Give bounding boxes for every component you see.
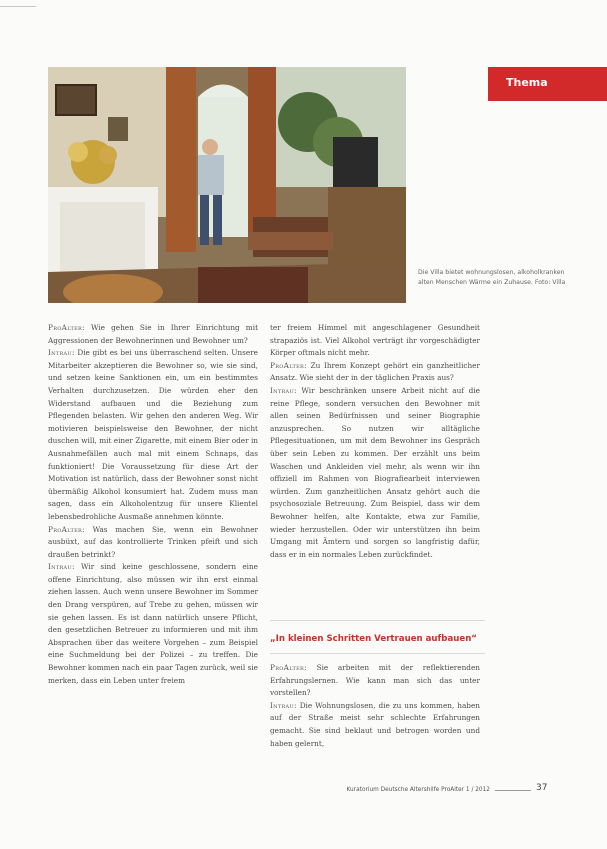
pull-quote: „In kleinen Schritten Vertrauen aufbauen“ [270, 634, 477, 644]
paragraph: Intrau: Die gibt es bei uns überraschend selten. Unsere Mitarbeiter akzeptieren die Bewohner so, wie sie sind, und setzen keine Sanktionen ein, um ein bestimmtes Verhalten durchzusetzen. Die würden eher den Widerstand aufbauen und die Beziehung zum Pflegenden belasten. Wir gehen den anderen Weg. Wir motivieren beispielsweise den Bewohner, der nicht duschen will, mit einer Zigarette, mit einem Bier oder in Ausnahmefällen auch mal mit einem Schnaps, das funktioniert! Die Voraussetzung für diese Art der Motivation ist natürlich, dass der Bewohner sonst nicht übermäßig Alkohol konsumiert hat. Zudem muss man sagen, dass ein Alkoholentzug für unsere Klientel lebensbedrohliche Ausmaße annehmen könnte. [48, 348, 258, 521]
speaker-label: Intrau: [48, 562, 75, 572]
divider [270, 620, 485, 621]
divider [270, 653, 485, 654]
text-column-right [270, 322, 480, 561]
paragraph: ProAlter: Was machen Sie, wenn ein Bewohner ausbüxt, auf das kontrollierte Trinken pfeift und sich draußen betrinkt? [48, 524, 258, 559]
text-column-left [48, 322, 258, 687]
page-number: 37 [536, 783, 548, 793]
paragraph: ProAlter: Sie arbeiten mit der reflektierenden Erfahrungslernen. Wie kann man sich das unter vorstellen? [270, 663, 480, 698]
paragraph: Intrau: Wir sind keine geschlossene, sondern eine offene Einrichtung, also müssen wir ihn erst einmal ziehen lassen. Auch wenn unsere Bewohner im Sommer den Drang verspüren, auf Trebe zu gehen, müssen wir sie gehen lassen. Es ist dann natürlich unsere Pflicht, den gesetzlichen Betreuer zu informieren und mit ihm Absprachen über das weitere Vorgehen – zum Beispiel eine Suchmeldung bei der Polizei – zu treffen. Die Bewohner kommen nach ein paar Tagen zurück, weil sie merken, dass ein Leben unter freiem [48, 562, 258, 685]
speaker-label: Intrau: [270, 700, 297, 710]
paragraph: Intrau: Die Wohnungslosen, die zu uns kommen, haben auf der Straße meist sehr schlechte Erfahrungen gemacht. Sie sind beklaut und betrogen worden und haben gelernt, [270, 700, 480, 748]
speaker-label: ProAlter: [48, 323, 85, 332]
section-tab-label: Thema [506, 76, 548, 89]
crop-mark [0, 6, 36, 7]
section-tab [488, 67, 607, 101]
speaker-label: Intrau: [270, 385, 297, 395]
text-column-right-lower [270, 662, 480, 750]
footer-source: Kuratorium Deutsche Altershilfe ProAlter 1 / 2012 [346, 787, 490, 793]
speaker-label: ProAlter: [270, 360, 307, 370]
paragraph: ProAlter: Zu Ihrem Konzept gehört ein ganzheitlicher Ansatz. Wie sieht der in der täglichen Praxis aus? [270, 360, 480, 383]
speaker-label: ProAlter: [270, 663, 307, 672]
paragraph: Intrau: Wir beschränken unsere Arbeit nicht auf die reine Pflege, sondern versuchen den Bewohner mit allen seinen Bedürfnissen und seiner Biographie anzusprechen. So nutzen wir alltägliche Pflegesituationen, um mit dem Bewohner ins Gespräch über sein Leben zu kommen. Der erzählt uns beim Waschen und Ankleiden viel mehr, als wenn wir ihn offiziell im Rahmen von Biografiearbeit interviewen würden. Zum ganzheitlichen Ansatz gehört auch die psychosoziale Betreuung. Zum Beispiel, dass wir dem Bewohner helfen, alte Kontakte, etwa zur Familie, wieder herzustellen. Oder wir unterstützen ihn beim Umgang mit Ämtern und sorgen so langfristig dafür, dass er in ein normales Leben zurückfindet. [270, 385, 480, 559]
article-photo [48, 67, 406, 303]
photo-caption: Die Villa bietet wohnungslosen, alkoholkranken alten Menschen Wärme ein Zuhause. Foto: Villa [418, 269, 566, 286]
divider [495, 790, 531, 791]
speaker-label: Intrau: [48, 348, 75, 358]
paragraph: ProAlter: Wie gehen Sie in Ihrer Einrichtung mit Aggressionen der Bewohnerinnen und Bewohner um? [48, 323, 258, 345]
paragraph: ter freiem Himmel mit angeschlagener Gesundheit strapaziös ist. Viel Alkohol verträgt ihr vorgeschädigter Körper oftmals nicht mehr. [270, 323, 480, 358]
speaker-label: ProAlter: [48, 524, 85, 534]
